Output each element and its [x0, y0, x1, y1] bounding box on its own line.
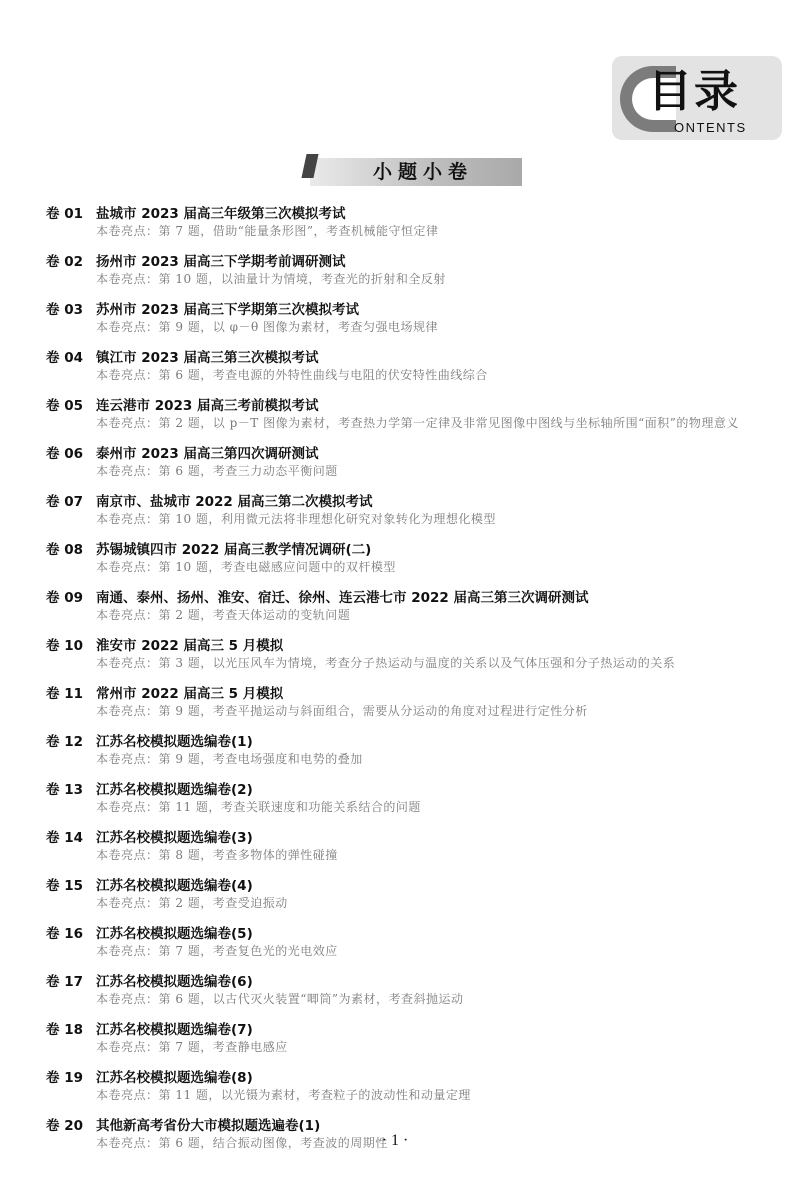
toc-list — [46, 202, 782, 1152]
toc-entry-heading — [46, 586, 782, 606]
toc-entry[interactable] — [46, 874, 782, 912]
volume-number: 卷 19 — [46, 1070, 83, 1086]
volume-highlight: 本卷亮点：第 2 题，考查受迫振动 — [96, 896, 288, 910]
exam-title: 江苏名校模拟题选编卷(8) — [96, 1070, 253, 1086]
volume-highlight: 本卷亮点：第 7 题，考查复色光的光电效应 — [96, 944, 338, 958]
toc-entry[interactable] — [46, 442, 782, 480]
section-title: 小题小卷 — [372, 161, 473, 183]
volume-highlight: 本卷亮点：第 2 题，以 p－T 图像为素材，考查热力学第一定律及非常见图像中图线与坐标轴所围“面积”的物理意义 — [96, 416, 739, 430]
exam-title: 盐城市 2023 届高三年级第三次模拟考试 — [96, 206, 346, 222]
exam-title: 淮安市 2022 届高三 5 月模拟 — [96, 638, 284, 654]
volume-highlight: 本卷亮点：第 2 题，考查天体运动的变轨问题 — [96, 608, 351, 622]
volume-highlight: 本卷亮点：第 9 题，以 φ－θ 图像为素材，考查匀强电场规律 — [96, 320, 439, 334]
volume-highlight: 本卷亮点：第 6 题，考查电源的外特性曲线与电阻的伏安特性曲线综合 — [96, 368, 488, 382]
toc-entry[interactable] — [46, 490, 782, 528]
toc-entry[interactable] — [46, 1066, 782, 1104]
toc-entry[interactable] — [46, 970, 782, 1008]
toc-entry-heading — [46, 538, 782, 558]
toc-entry-heading — [46, 1066, 782, 1086]
toc-entry[interactable] — [46, 922, 782, 960]
toc-entry-heading — [46, 394, 782, 414]
volume-highlight: 本卷亮点：第 10 题，考查电磁感应问题中的双杆模型 — [96, 560, 396, 574]
section-banner — [300, 152, 522, 188]
volume-highlight: 本卷亮点：第 8 题，考查多物体的弹性碰撞 — [96, 848, 338, 862]
volume-number: 卷 06 — [46, 446, 83, 462]
toc-entry[interactable] — [46, 682, 782, 720]
toc-entry-heading — [46, 826, 782, 846]
exam-title: 泰州市 2023 届高三第四次调研测试 — [96, 446, 319, 462]
exam-title: 南京市、盐城市 2022 届高三第二次模拟考试 — [96, 494, 373, 510]
volume-number: 卷 10 — [46, 638, 83, 654]
exam-title: 南通、泰州、扬州、淮安、宿迁、徐州、连云港七市 2022 届高三第三次调研测试 — [96, 590, 589, 606]
volume-number: 卷 07 — [46, 494, 83, 510]
exam-title: 江苏名校模拟题选编卷(1) — [96, 734, 253, 750]
exam-title: 江苏名校模拟题选编卷(5) — [96, 926, 253, 942]
volume-highlight: 本卷亮点：第 6 题，以古代灭火装置“唧筒”为素材，考查斜抛运动 — [96, 992, 464, 1006]
volume-number: 卷 16 — [46, 926, 83, 942]
toc-entry-heading — [46, 298, 782, 318]
exam-title: 江苏名校模拟题选编卷(3) — [96, 830, 253, 846]
volume-highlight: 本卷亮点：第 11 题，以光镊为素材，考查粒子的波动性和动量定理 — [96, 1088, 471, 1102]
exam-title: 其他新高考省份大市模拟题选遍卷(1) — [96, 1118, 321, 1134]
toc-entry[interactable] — [46, 826, 782, 864]
toc-entry-heading — [46, 1018, 782, 1038]
volume-number: 卷 04 — [46, 350, 83, 366]
toc-entry[interactable] — [46, 394, 782, 432]
toc-entry-heading — [46, 874, 782, 894]
toc-entry[interactable] — [46, 298, 782, 336]
toc-entry-heading — [46, 250, 782, 270]
volume-number: 卷 15 — [46, 878, 83, 894]
exam-title: 镇江市 2023 届高三第三次模拟考试 — [96, 350, 319, 366]
toc-entry-heading — [46, 634, 782, 654]
volume-highlight: 本卷亮点：第 3 题，以光压风车为情境，考查分子热运动与温度的关系以及气体压强和分子热运动的关系 — [96, 656, 676, 670]
exam-title: 扬州市 2023 届高三下学期考前调研测试 — [96, 254, 346, 270]
volume-number: 卷 20 — [46, 1118, 83, 1134]
toc-entry-heading — [46, 682, 782, 702]
toc-entry-heading — [46, 778, 782, 798]
volume-highlight: 本卷亮点：第 10 题，以油量计为情境，考查光的折射和全反射 — [96, 272, 446, 286]
toc-entry[interactable] — [46, 346, 782, 384]
toc-entry[interactable] — [46, 538, 782, 576]
volume-number: 卷 11 — [46, 686, 83, 702]
toc-entry[interactable] — [46, 730, 782, 768]
logo-subtitle: ONTENTS — [674, 120, 747, 135]
toc-entry-heading — [46, 970, 782, 990]
volume-highlight: 本卷亮点：第 6 题，考查三力动态平衡问题 — [96, 464, 338, 478]
contents-logo — [612, 56, 784, 142]
volume-highlight: 本卷亮点：第 9 题，考查电场强度和电势的叠加 — [96, 752, 363, 766]
volume-highlight: 本卷亮点：第 11 题，考查关联速度和功能关系结合的问题 — [96, 800, 421, 814]
logo-title: 目录 — [648, 66, 740, 117]
toc-entry[interactable] — [46, 634, 782, 672]
volume-highlight: 本卷亮点：第 7 题，借助“能量条形图”，考查机械能守恒定律 — [96, 224, 439, 238]
volume-number: 卷 03 — [46, 302, 83, 318]
volume-number: 卷 14 — [46, 830, 83, 846]
volume-highlight: 本卷亮点：第 7 题，考查静电感应 — [96, 1040, 288, 1054]
page-number: · 1 · — [381, 1132, 409, 1149]
toc-entry[interactable] — [46, 250, 782, 288]
toc-entry-heading — [46, 346, 782, 366]
toc-entry-heading — [46, 442, 782, 462]
exam-title: 江苏名校模拟题选编卷(6) — [96, 974, 253, 990]
exam-title: 苏州市 2023 届高三下学期第三次模拟考试 — [96, 302, 359, 318]
volume-number: 卷 12 — [46, 734, 83, 750]
toc-entry[interactable] — [46, 778, 782, 816]
volume-number: 卷 18 — [46, 1022, 83, 1038]
exam-title: 江苏名校模拟题选编卷(2) — [96, 782, 253, 798]
toc-entry-heading — [46, 922, 782, 942]
volume-highlight: 本卷亮点：第 10 题，利用微元法将非理想化研究对象转化为理想化模型 — [96, 512, 496, 526]
volume-number: 卷 13 — [46, 782, 83, 798]
toc-entry-heading — [46, 490, 782, 510]
volume-highlight: 本卷亮点：第 9 题，考查平抛运动与斜面组合，需要从分运动的角度对过程进行定性分析 — [96, 704, 588, 718]
volume-number: 卷 08 — [46, 542, 83, 558]
toc-entry[interactable] — [46, 202, 782, 240]
volume-number: 卷 02 — [46, 254, 83, 270]
toc-entry-heading — [46, 1114, 782, 1134]
exam-title: 江苏名校模拟题选编卷(7) — [96, 1022, 253, 1038]
volume-number: 卷 17 — [46, 974, 83, 990]
toc-entry-heading — [46, 202, 782, 222]
toc-entry[interactable] — [46, 586, 782, 624]
volume-highlight: 本卷亮点：第 6 题，结合振动图像，考查波的周期性 — [96, 1136, 388, 1150]
volume-number: 卷 09 — [46, 590, 83, 606]
volume-number: 卷 05 — [46, 398, 83, 414]
exam-title: 连云港市 2023 届高三考前模拟考试 — [96, 398, 319, 414]
exam-title: 常州市 2022 届高三 5 月模拟 — [96, 686, 284, 702]
toc-entry[interactable] — [46, 1018, 782, 1056]
exam-title: 江苏名校模拟题选编卷(4) — [96, 878, 253, 894]
volume-number: 卷 01 — [46, 206, 83, 222]
exam-title: 苏锡城镇四市 2022 届高三教学情况调研(二) — [96, 542, 372, 558]
toc-entry-heading — [46, 730, 782, 750]
